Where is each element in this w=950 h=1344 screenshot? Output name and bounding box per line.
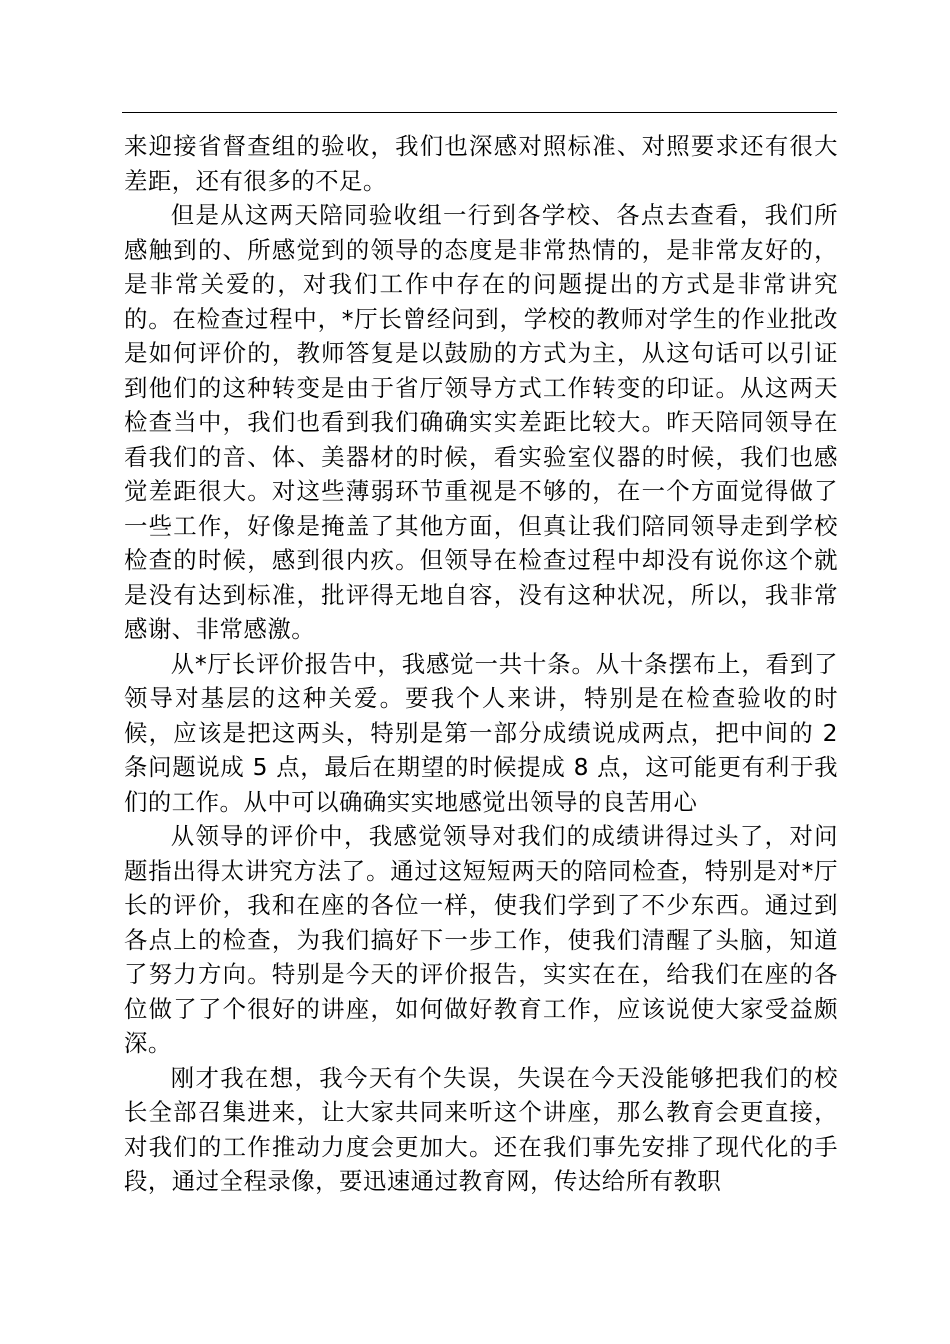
paragraph-5: 刚才我在想，我今天有个失误，失误在今天没能够把我们的校长全部召集进来，让大家共同来听这个讲座，那么教育会更直接，对我们的工作推动力度会更加大。还在我们事先安排了现代化的手段，通过全程录像，要迅速通过教育网，传达给所有教职 bbox=[124, 1063, 838, 1195]
header-rule bbox=[122, 112, 837, 113]
paragraph-2: 但是从这两天陪同验收组一行到各学校、各点去查看，我们所感触到的、所感觉到的领导的态度是非常热情的，是非常友好的，是非常关爱的，对我们工作中存在的问题提出的方式是非常讲究的。在检查过程中，*厅长曾经问到，学校的教师对学生的作业批改是如何评价的，教师答复是以鼓励的方式为主，从这句话可以引证到他们的这种转变是由于省厅领导方式工作转变的印证。从这两天检查当中，我们也看到我们确确实实差距比较大。昨天陪同领导在看我们的音、体、美器材的时候，看实验室仪器的时候，我们也感觉差距很大。对这些薄弱环节重视是不够的，在一个方面觉得做了一些工作，好像是掩盖了其他方面，但真让我们陪同领导走到学校检查的时候，感到很内疚。但领导在检查过程中却没有说你这个就是没有达到标准，批评得无地自容，没有这种状况，所以，我非常感谢、非常感激。 bbox=[124, 201, 838, 643]
paragraph-1: 来迎接省督查组的验收，我们也深感对照标准、对照要求还有很大差距，还有很多的不足。 bbox=[124, 132, 838, 195]
document-body bbox=[124, 129, 838, 1199]
paragraph-3: 从*厅长评价报告中，我感觉一共十条。从十条摆布上，看到了领导对基层的这种关爱。要我个人来讲，特别是在检查验收的时候，应该是把这两头，特别是第一部分成绩说成两点，把中间的 2 条问题说成 5 点，最后在期望的时候提成 8 点，这可能更有利于我们的工作。从中可以确确实实地感觉出领导的良苦用心 bbox=[124, 649, 838, 816]
paragraph-4: 从领导的评价中，我感觉领导对我们的成绩讲得过头了，对问题指出得太讲究方法了。通过这短短两天的陪同检查，特别是对*厅长的评价，我和在座的各位一样，使我们学到了不少东西。通过到各点上的检查，为我们搞好下一步工作，使我们清醒了头脑，知道了努力方向。特别是今天的评价报告，实实在在，给我们在座的各位做了了个很好的讲座，如何做好教育工作，应该说使大家受益颇深。 bbox=[124, 822, 838, 1057]
